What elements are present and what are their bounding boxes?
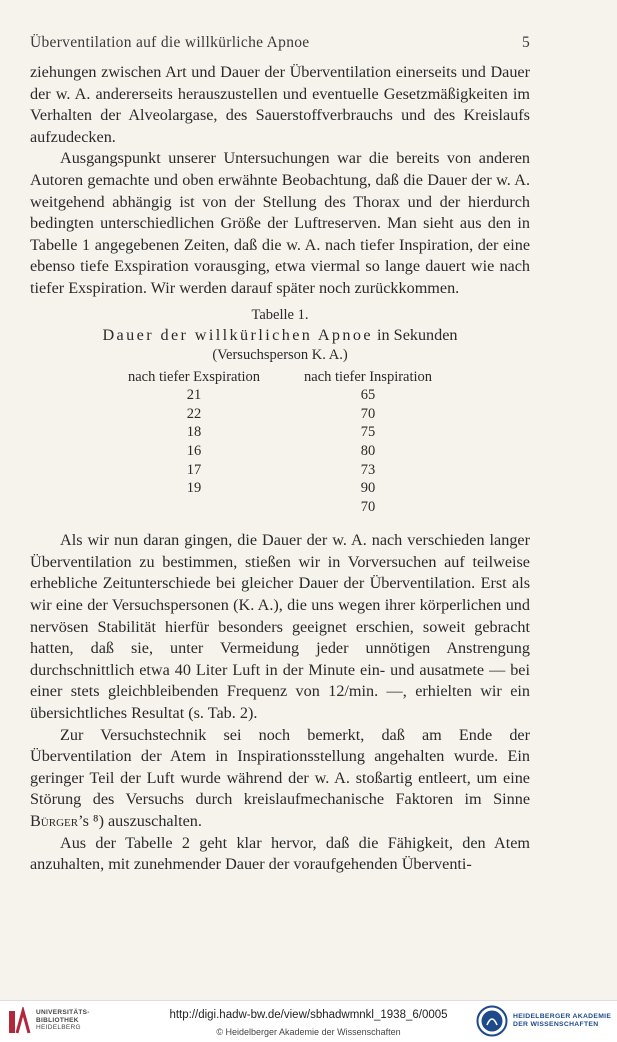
cell-exspiration: 18 bbox=[186, 424, 202, 441]
footer-bar bbox=[0, 1000, 617, 1042]
author-name: Bürger bbox=[30, 812, 79, 830]
table-row bbox=[106, 442, 454, 461]
paragraph-3: Als wir nun daran gingen, die Dauer der w. A. nach verschieden langer Überventilation zu bestimmen, stießen wir in Vorversuchen auf teilweise erhebliche Zeitunterschiede bei gleicher Dauer der Überventilation. Erst als wir eine der Versuchspersonen (K. A.), die uns wegen ihrer körperlichen und nervösen Stabilität hierfür besonders geeignet erschien, soweit gebracht hatten, daß sie, unter Vermeidung jeder unnötigen Anstrengung durchschnittlich etwa 40 Liter Luft in der Minute ein- und ausatmete — bei einer stets gleichbleibenden Frequenz von 12/min. —, erhielten wir ein übersichtliches Resultat (s. Tab. 2). bbox=[30, 531, 530, 723]
ub-line-1: UNIVERSITÄTS- bbox=[36, 1009, 90, 1016]
cell-exspiration: 22 bbox=[186, 405, 202, 422]
cell-inspiration: 75 bbox=[360, 424, 376, 441]
table-header-row bbox=[106, 368, 454, 387]
paragraph-2: Ausgangspunkt unserer Untersuchungen war die bereits von anderen Autoren gemachte und oben erwähnte Beobachtung, daß die Dauer der w. A. weitgehend abhängig ist von der Stellung des Thorax und der hierdurch bedingten unterschiedlichen Größe der Luftreserven. Man sieht aus den in Tabelle 1 angegebenen Zeiten, daß die w. A. nach tiefer Inspiration, der eine ebenso tiefe Exspiration vorausging, etwa viermal so lange dauert wie nach tiefer Exspiration. Wir werden darauf später noch zurückkommen. bbox=[30, 149, 530, 297]
academy-line-2: DER WISSENSCHAFTEN bbox=[513, 1021, 599, 1028]
permalink[interactable]: http://digi.hadw-bw.de/view/sbhadwmnkl_1938_6/0005 bbox=[169, 1009, 448, 1021]
body-text bbox=[30, 62, 530, 876]
cell-inspiration: 70 bbox=[360, 405, 376, 422]
academy-seal-icon bbox=[476, 1005, 508, 1037]
cell-exspiration: 17 bbox=[186, 461, 202, 478]
table-1 bbox=[30, 306, 530, 517]
cell-exspiration bbox=[106, 498, 282, 517]
column-header-inspiration: nach tiefer Inspiration bbox=[304, 368, 433, 385]
paragraph-4-text: Zur Versuchstechnik sei noch bemerkt, daß am Ende der Überventilation der Atem in Inspirationsstellung angehalten wurde. Ein geringer Teil der Luft wurde während der w. A. stoßartig entleert, um eine Störung des Versuchs durch kreislaufmechanische Faktoren im Sinne bbox=[30, 725, 530, 809]
ub-line-2: BIBLIOTHEK bbox=[36, 1016, 79, 1024]
cell-exspiration: 19 bbox=[186, 480, 202, 497]
cell-inspiration: 70 bbox=[360, 498, 376, 515]
cell-inspiration: 90 bbox=[360, 480, 376, 497]
table-subtitle: (Versuchsperson K. A.) bbox=[212, 346, 348, 363]
cell-exspiration: 16 bbox=[186, 442, 202, 459]
column-header-exspiration: nach tiefer Exspiration bbox=[127, 368, 261, 385]
academy-name bbox=[513, 1013, 611, 1029]
table-title bbox=[30, 325, 530, 346]
paragraph-5: Aus der Tabelle 2 geht klar hervor, daß die Fähigkeit, den Atem anzuhalten, mit zunehmender Dauer der voraufgehenden Überventi- bbox=[30, 833, 530, 874]
table-row bbox=[106, 405, 454, 424]
table-row bbox=[106, 498, 454, 517]
academy-line-1: HEIDELBERGER AKADEMIE bbox=[513, 1013, 612, 1020]
table-body bbox=[106, 386, 454, 516]
table-row bbox=[106, 461, 454, 480]
apnoe-table bbox=[106, 368, 454, 517]
table-row bbox=[106, 423, 454, 442]
ub-line-3: HEIDELBERG bbox=[36, 1024, 81, 1031]
cell-inspiration: 73 bbox=[360, 461, 376, 478]
table-title-rest: in Sekunden bbox=[373, 325, 458, 344]
paragraph-4-end: ’s ⁸) auszuschalten. bbox=[78, 812, 202, 830]
running-title: Überventilation auf die willkürliche Apnoe bbox=[30, 34, 310, 51]
page-number: 5 bbox=[521, 34, 530, 51]
table-row bbox=[106, 479, 454, 498]
table-row bbox=[106, 386, 454, 405]
table-title-spaced: Dauer der willkürlichen Apnoe bbox=[102, 325, 373, 344]
table-label: Tabelle 1. bbox=[251, 306, 309, 323]
cell-inspiration: 80 bbox=[360, 442, 376, 459]
running-header bbox=[30, 34, 530, 52]
paragraph-4 bbox=[30, 725, 530, 833]
cell-exspiration: 21 bbox=[186, 387, 202, 404]
copyright-notice: © Heidelberger Akademie der Wissenschaften bbox=[216, 1027, 401, 1037]
cell-inspiration: 65 bbox=[360, 387, 376, 404]
paragraph-1: ziehungen zwischen Art und Dauer der Überventilation einerseits und Dauer der w. A. andererseits herauszustellen und eventuelle Gesetzmäßigkeiten im Verhalten der Alveolargase, des Sauerstoffverbrauchs und des Kreislaufs aufzudecken. bbox=[30, 63, 530, 146]
